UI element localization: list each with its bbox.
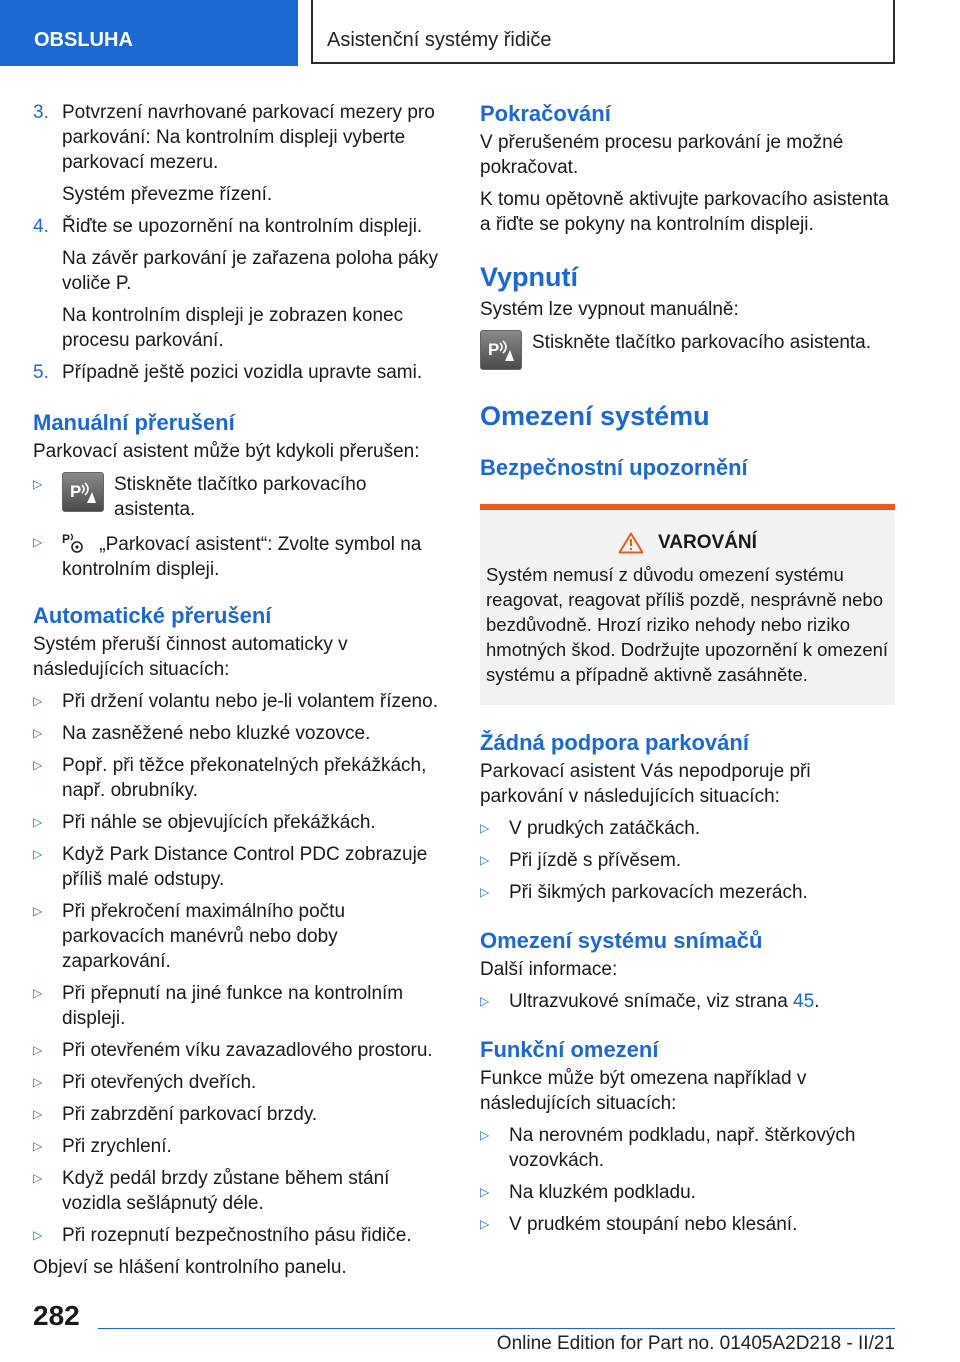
section-tab: OBSLUHA bbox=[0, 0, 298, 66]
list-item bbox=[33, 472, 451, 522]
list-item-text: Popř. při těžce překonatelných překážkách, např. obrubníky. bbox=[62, 755, 427, 801]
footer-edition: Online Edition for Part no. 01405A2D218 - II/21 bbox=[496, 1333, 895, 1354]
safety-heading: Bezpečnostní upozornění bbox=[480, 455, 748, 480]
list-item-text: Ultrazvukové snímače, viz strana bbox=[509, 991, 794, 1012]
triangle-bullet-icon: ▷ bbox=[33, 694, 43, 708]
step-note: Na kontrolním displeji je zobrazen konec procesu parkování. bbox=[62, 305, 404, 351]
list-item bbox=[33, 1223, 451, 1248]
list-item bbox=[33, 810, 451, 835]
list-item bbox=[33, 1070, 451, 1095]
list-item-text: Když pedál brzdy zůstane během stání vozidla sešlápnutý déle. bbox=[62, 1168, 390, 1214]
triangle-bullet-icon: ▷ bbox=[33, 1228, 43, 1242]
list-item bbox=[33, 842, 451, 892]
triangle-bullet-icon: ▷ bbox=[33, 904, 43, 918]
list-item bbox=[480, 1123, 895, 1173]
no-support-list bbox=[480, 816, 895, 905]
step-text: Řiďte se upozornění na kontrolním displeji. bbox=[62, 216, 423, 237]
list-item bbox=[33, 981, 451, 1031]
list-item bbox=[33, 530, 451, 582]
triangle-bullet-icon: ▷ bbox=[480, 853, 490, 867]
no-support-intro: Parkovací asistent Vás nepodporuje při parkování v následujících situacích: bbox=[480, 761, 811, 807]
list-item bbox=[480, 880, 895, 905]
list-item-text: V prudkých zatáčkách. bbox=[509, 818, 701, 839]
func-intro: Funkce může být omezena například v následujících situacích: bbox=[480, 1068, 807, 1114]
list-item bbox=[33, 1038, 451, 1063]
list-item bbox=[33, 1134, 451, 1159]
list-item-label: „Parkovací asistent“: Zvolte symbol na kontrolním displeji. bbox=[62, 534, 422, 580]
list-item bbox=[480, 989, 895, 1014]
continue-heading: Pokračování bbox=[480, 101, 611, 126]
sensors-intro: Další informace: bbox=[480, 959, 618, 980]
list-item-text: V prudkém stoupání nebo klesání. bbox=[509, 1214, 798, 1235]
list-item-text: Při překročení maximálního počtu parkovacích manévrů nebo doby zaparkování. bbox=[62, 901, 346, 972]
triangle-bullet-icon: ▷ bbox=[480, 885, 490, 899]
list-item-text: Na zasněžené nebo kluzké vozovce. bbox=[62, 723, 371, 744]
step-4 bbox=[33, 214, 451, 239]
list-item bbox=[480, 1180, 895, 1205]
triangle-bullet-icon: ▷ bbox=[33, 1075, 43, 1089]
off-item-text: Stiskněte tlačítko parkovacího asistenta. bbox=[532, 332, 872, 353]
no-support-heading: Žádná podpora parkování bbox=[480, 730, 749, 755]
parking-assistant-button-icon bbox=[480, 330, 522, 370]
func-heading: Funkční omezení bbox=[480, 1037, 659, 1062]
page-header bbox=[0, 0, 960, 66]
list-item-text: Při náhle se objevujících překážkách. bbox=[62, 812, 376, 833]
continue-text-2: K tomu opětovně aktivujte parkovacího asistenta a řiďte se pokyny na kontrolním displeji. bbox=[480, 189, 889, 235]
parking-assistant-symbol-icon bbox=[62, 530, 86, 554]
warning-text: Systém nemusí z důvodu omezení systému reagovat, reagovat příliš pozdě, nesprávně nebo bezdůvodně. Hrozí riziko nehody nebo riziko hmotných škod. Dodržujte upozornění k omezení systému a případně aktivně zasáhněte. bbox=[486, 564, 889, 685]
list-item-text: Při otevřených dveřích. bbox=[62, 1072, 257, 1093]
list-item-text: Při otevřeném víku zavazadlového prostoru. bbox=[62, 1040, 433, 1061]
svg-text:P: P bbox=[488, 340, 500, 359]
sensors-heading: Omezení systému snímačů bbox=[480, 928, 763, 953]
step-5 bbox=[33, 360, 451, 385]
triangle-bullet-icon: ▷ bbox=[33, 1139, 43, 1153]
continue-text: V přerušeném procesu parkování je možné pokračovat. bbox=[480, 132, 844, 178]
triangle-bullet-icon: ▷ bbox=[33, 758, 43, 772]
step-number: 4. bbox=[33, 216, 49, 237]
triangle-bullet-icon: ▷ bbox=[33, 815, 43, 829]
triangle-bullet-icon: ▷ bbox=[33, 1107, 43, 1121]
step-note: Systém převezme řízení. bbox=[62, 184, 273, 205]
list-item-text: Při jízdě s přívěsem. bbox=[509, 850, 682, 871]
list-item-text: Stiskněte tlačítko parkovacího asistenta. bbox=[114, 474, 367, 520]
warning-triangle-icon bbox=[618, 532, 644, 554]
triangle-bullet-icon: ▷ bbox=[480, 994, 490, 1008]
list-item-text bbox=[62, 530, 451, 582]
warning-header bbox=[486, 532, 889, 554]
page-link[interactable]: 45 bbox=[793, 991, 815, 1012]
page-number: 282 bbox=[33, 1300, 80, 1331]
auto-intro: Systém přeruší činnost automaticky v následujících situacích: bbox=[33, 634, 348, 680]
right-column bbox=[480, 100, 895, 1237]
step-text: Potvrzení navrhované parkovací mezery pro parkování: Na kontrolním displeji vyberte parkovací mezeru. bbox=[62, 102, 435, 173]
manual-intro: Parkovací asistent může být kdykoli přerušen: bbox=[33, 441, 420, 462]
list-item-text: Při šikmých parkovacích mezerách. bbox=[509, 882, 808, 903]
triangle-bullet-icon: ▷ bbox=[33, 477, 43, 491]
chapter-title: Asistenční systémy řidiče bbox=[311, 0, 895, 64]
list-item-end: . bbox=[814, 991, 820, 1012]
triangle-bullet-icon: ▷ bbox=[33, 535, 43, 549]
limits-heading: Omezení systému bbox=[480, 401, 710, 431]
list-item bbox=[33, 899, 451, 974]
triangle-bullet-icon: ▷ bbox=[33, 726, 43, 740]
list-item bbox=[33, 689, 451, 714]
step-3 bbox=[33, 100, 451, 175]
list-item bbox=[33, 753, 451, 803]
triangle-bullet-icon: ▷ bbox=[480, 1128, 490, 1142]
list-item-text: Na nerovném podkladu, např. štěrkových vozovkách. bbox=[509, 1125, 856, 1171]
svg-text:P: P bbox=[70, 482, 82, 501]
list-item bbox=[33, 1102, 451, 1127]
list-item-text: Na kluzkém podkladu. bbox=[509, 1182, 696, 1203]
list-item bbox=[33, 721, 451, 746]
parking-assistant-button-icon bbox=[62, 472, 104, 512]
off-heading: Vypnutí bbox=[480, 262, 578, 292]
triangle-bullet-icon: ▷ bbox=[480, 821, 490, 835]
list-item bbox=[480, 848, 895, 873]
list-item bbox=[480, 816, 895, 841]
list-item-text: Při zabrzdění parkovací brzdy. bbox=[62, 1104, 318, 1125]
func-list bbox=[480, 1123, 895, 1237]
footer-divider bbox=[98, 1328, 895, 1329]
step-number: 3. bbox=[33, 102, 49, 123]
list-item-text: Při rozepnutí bezpečnostního pásu řidiče. bbox=[62, 1225, 412, 1246]
off-text: Systém lze vypnout manuálně: bbox=[480, 299, 739, 320]
triangle-bullet-icon: ▷ bbox=[33, 1043, 43, 1057]
warning-title: VAROVÁNÍ bbox=[658, 532, 757, 553]
manual-interrupt-heading: Manuální přerušení bbox=[33, 410, 235, 435]
triangle-bullet-icon: ▷ bbox=[33, 1171, 43, 1185]
step-note: Na závěr parkování je zařazena poloha páky voliče P. bbox=[62, 248, 439, 294]
left-column bbox=[33, 100, 451, 1280]
list-item bbox=[33, 1166, 451, 1216]
step-number: 5. bbox=[33, 362, 49, 383]
list-item-text: Při přepnutí na jiné funkce na kontrolním displeji. bbox=[62, 983, 404, 1029]
step-text: Případně ještě pozici vozidla upravte sami. bbox=[62, 362, 423, 383]
list-item-text: Když Park Distance Control PDC zobrazuje příliš malé odstupy. bbox=[62, 844, 428, 890]
auto-interrupt-heading: Automatické přerušení bbox=[33, 603, 272, 628]
list-item bbox=[480, 1212, 895, 1237]
list-item-text: Při držení volantu nebo je-li volantem řízeno. bbox=[62, 691, 438, 712]
auto-interrupt-list bbox=[33, 689, 451, 1248]
warning-box bbox=[480, 504, 895, 705]
auto-outro: Objeví se hlášení kontrolního panelu. bbox=[33, 1257, 347, 1278]
list-item-text: Při zrychlení. bbox=[62, 1136, 172, 1157]
off-item bbox=[480, 330, 895, 370]
triangle-bullet-icon: ▷ bbox=[33, 986, 43, 1000]
triangle-bullet-icon: ▷ bbox=[33, 847, 43, 861]
triangle-bullet-icon: ▷ bbox=[480, 1217, 490, 1231]
triangle-bullet-icon: ▷ bbox=[480, 1185, 490, 1199]
svg-text:P: P bbox=[62, 532, 71, 546]
